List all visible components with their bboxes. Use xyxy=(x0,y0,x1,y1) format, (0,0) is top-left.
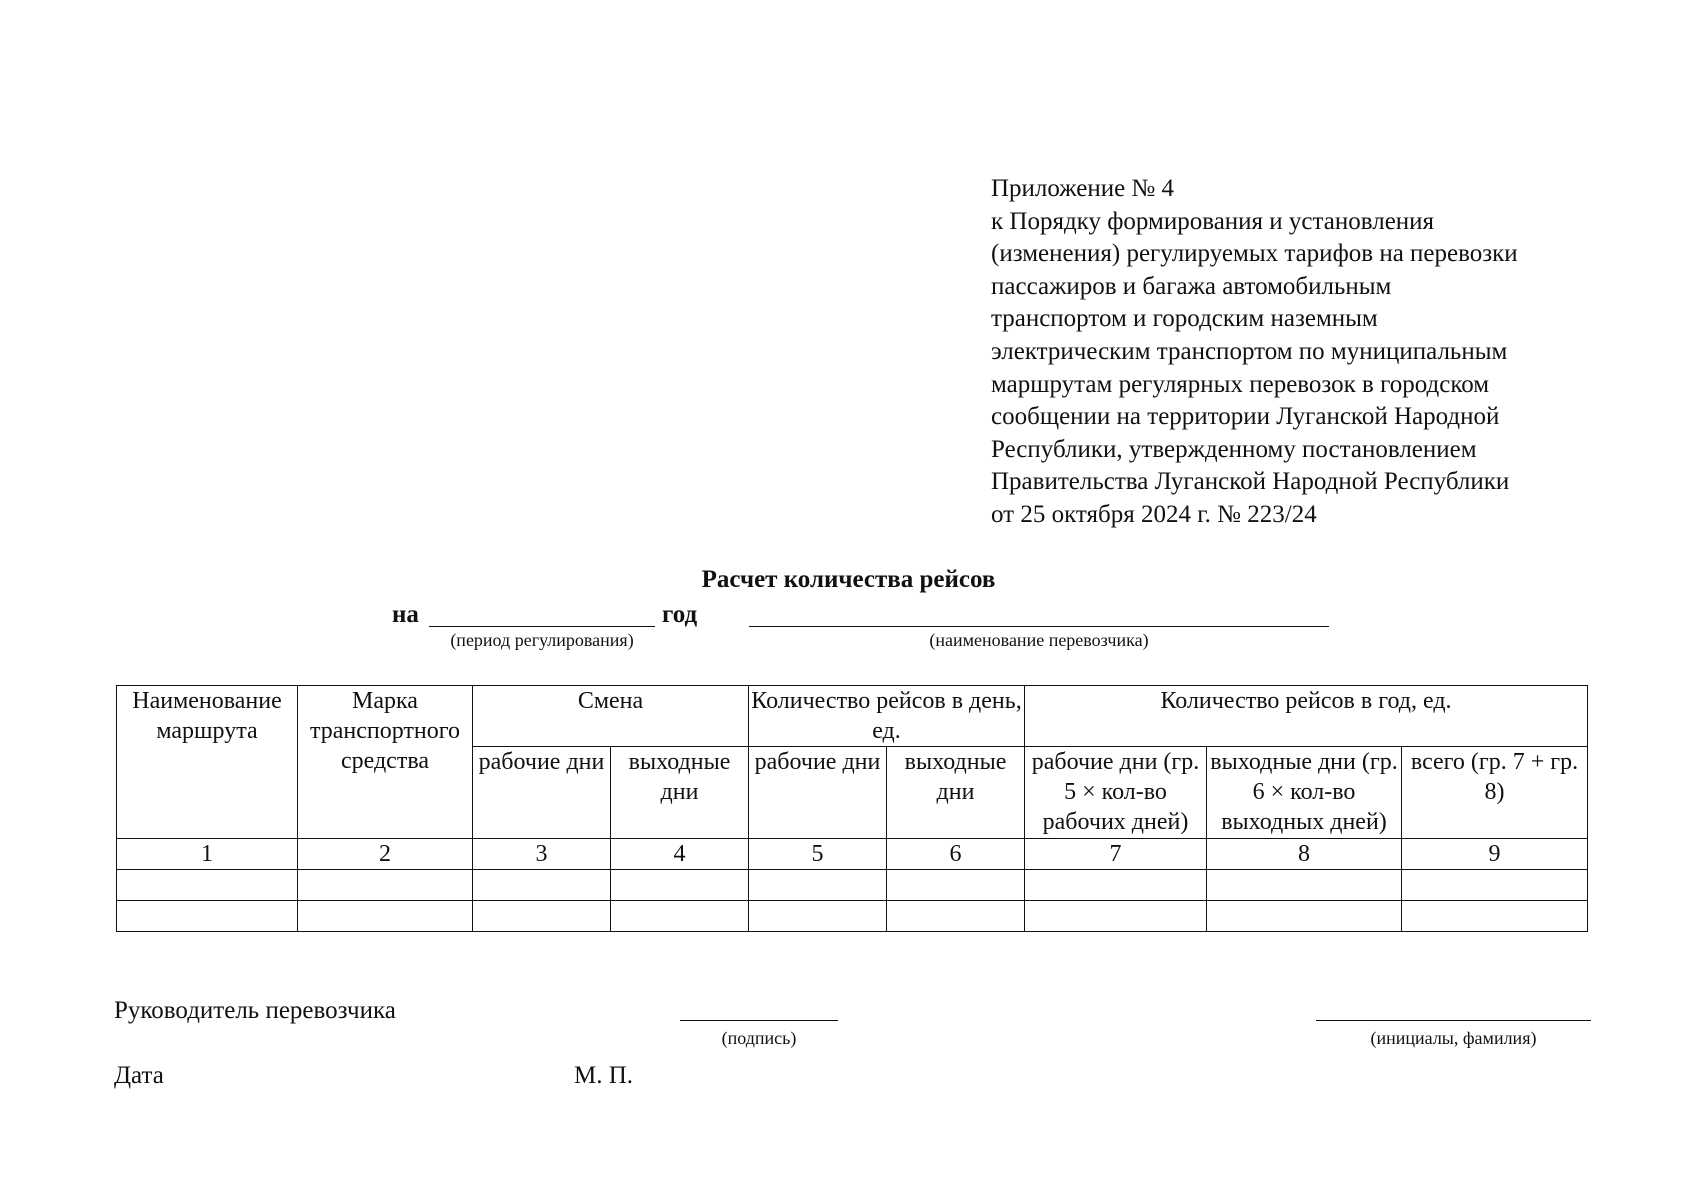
table-cell[interactable] xyxy=(298,870,473,901)
name-caption: (инициалы, фамилия) xyxy=(1370,1028,1537,1048)
subheader-day-workdays: рабочие дни xyxy=(749,747,887,839)
stamp-label: М. П. xyxy=(574,1062,634,1089)
appendix-line: (изменения) регулируемых тарифов на перевозки xyxy=(991,240,1518,268)
appendix-line: Правительства Луганской Народной Республики xyxy=(991,468,1510,496)
subheader-day-weekends: выходные дни xyxy=(887,747,1025,839)
carrier-underline[interactable] xyxy=(749,626,1329,627)
na-label: на xyxy=(392,601,419,628)
header-trips-per-year: Количество рейсов в год, ед. xyxy=(1025,686,1588,747)
column-number: 5 xyxy=(749,839,887,870)
header-route: Наименование маршрута xyxy=(117,686,298,839)
subheader-year-weekends: выходные дни (гр. 6 × кол-во выходных дней) xyxy=(1207,747,1402,839)
signature-caption: (подпись) xyxy=(721,1028,797,1048)
table-cell[interactable] xyxy=(887,901,1025,932)
subheader-year-workdays: рабочие дни (гр. 5 × кол-во рабочих дней) xyxy=(1025,747,1207,839)
appendix-line: электрическим транспортом по муниципальным xyxy=(991,337,1508,365)
table-cell[interactable] xyxy=(611,901,749,932)
appendix-line: к Порядку формирования и установления xyxy=(991,207,1435,235)
column-number: 1 xyxy=(117,839,298,870)
table-cell[interactable] xyxy=(1402,901,1588,932)
table-cell[interactable] xyxy=(1025,901,1207,932)
god-label: год xyxy=(662,601,698,628)
document-title: Расчет количества рейсов xyxy=(701,566,996,593)
appendix-line: пассажиров и багажа автомобильным xyxy=(991,272,1392,300)
column-number: 2 xyxy=(298,839,473,870)
table-cell[interactable] xyxy=(1207,901,1402,932)
header-shift: Смена xyxy=(473,686,749,747)
name-underline[interactable] xyxy=(1316,1020,1591,1021)
period-underline[interactable] xyxy=(429,626,655,627)
appendix-line: Приложение № 4 xyxy=(991,175,1175,202)
table-cell[interactable] xyxy=(117,901,298,932)
header-trips-per-day: Количество рейсов в день, ед. xyxy=(749,686,1025,747)
table-cell[interactable] xyxy=(1025,870,1207,901)
table-cell[interactable] xyxy=(298,901,473,932)
table-cell[interactable] xyxy=(887,870,1025,901)
period-caption: (период регулирования) xyxy=(450,630,634,650)
carrier-caption: (наименование перевозчика) xyxy=(929,630,1149,650)
column-number: 4 xyxy=(611,839,749,870)
subheader-shift-weekends: выходные дни xyxy=(611,747,749,839)
column-number: 3 xyxy=(473,839,611,870)
column-number: 9 xyxy=(1402,839,1588,870)
table-cell[interactable] xyxy=(1207,870,1402,901)
header-vehicle-brand: Марка транспортного средства xyxy=(298,686,473,839)
table-cell[interactable] xyxy=(473,901,611,932)
appendix-line: Республики, утвержденному постановлением xyxy=(991,435,1477,463)
table-cell[interactable] xyxy=(749,901,887,932)
head-of-carrier-label: Руководитель перевозчика xyxy=(114,997,396,1024)
table-cell[interactable] xyxy=(473,870,611,901)
table-cell[interactable] xyxy=(117,870,298,901)
appendix-block xyxy=(991,173,1631,532)
signature-underline[interactable] xyxy=(680,1020,838,1021)
appendix-line: сообщении на территории Луганской Народной xyxy=(991,403,1500,431)
column-number: 6 xyxy=(887,839,1025,870)
table-row xyxy=(117,901,1588,932)
subheader-shift-workdays: рабочие дни xyxy=(473,747,611,839)
table-cell[interactable] xyxy=(749,870,887,901)
appendix-line: от 25 октября 2024 г. № 223/24 xyxy=(991,500,1317,528)
table-cell[interactable] xyxy=(1402,870,1588,901)
column-number: 8 xyxy=(1207,839,1402,870)
table-cell[interactable] xyxy=(611,870,749,901)
date-label: Дата xyxy=(114,1062,164,1089)
appendix-line: транспортом и городским наземным xyxy=(991,305,1378,333)
appendix-line: маршрутам регулярных перевозок в городском xyxy=(991,370,1490,398)
trips-table xyxy=(116,685,1588,932)
subheader-year-total: всего (гр. 7 + гр. 8) xyxy=(1402,747,1588,839)
table-row xyxy=(117,870,1588,901)
column-number: 7 xyxy=(1025,839,1207,870)
